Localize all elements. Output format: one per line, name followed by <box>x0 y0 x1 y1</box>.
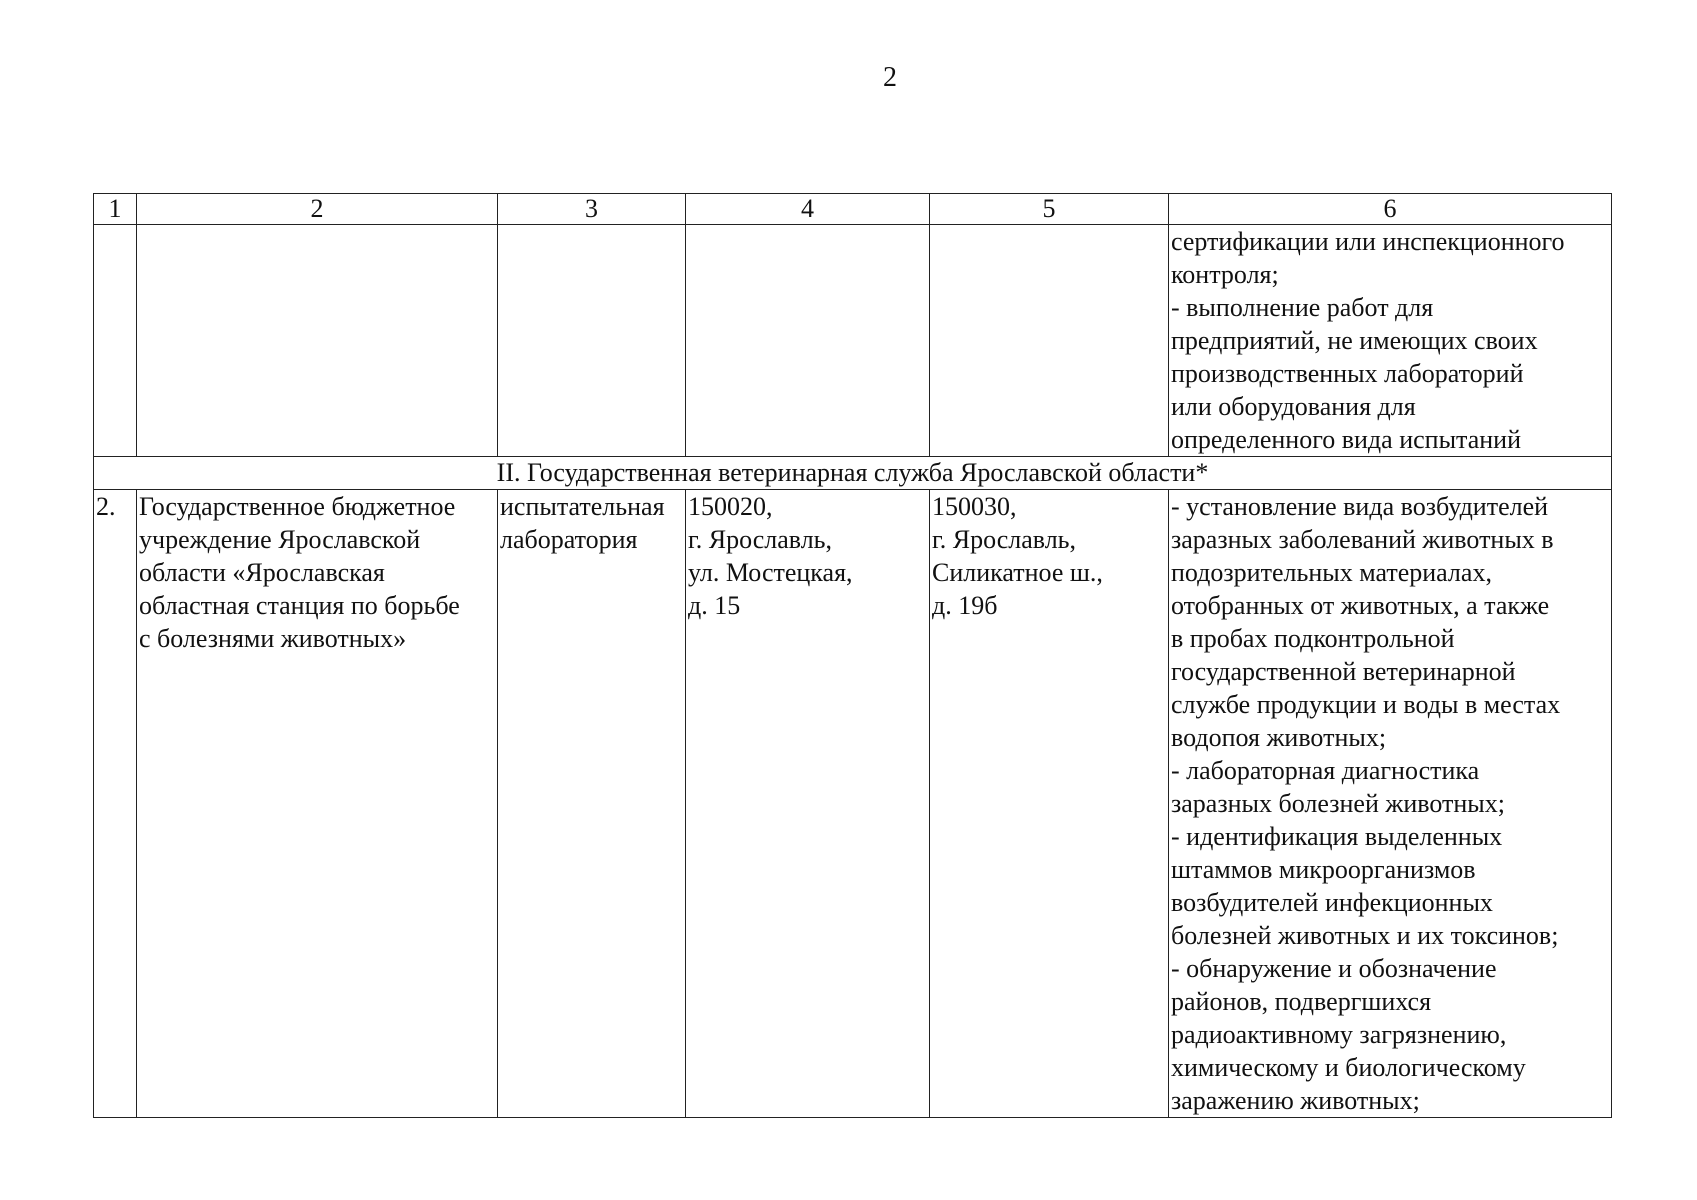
actual-address-cell <box>930 490 1169 1118</box>
column-number-row <box>94 194 1612 225</box>
text-line: сертификации или инспекционного <box>1171 227 1565 256</box>
column-number-2: 2 <box>137 194 498 225</box>
text-line: определенного вида испытаний <box>1171 425 1521 454</box>
text-line: предприятий, не имеющих своих <box>1171 326 1538 355</box>
text-line: водопоя животных; <box>1171 723 1387 752</box>
text-line: испытательная <box>500 492 665 521</box>
text-line: заражению животных; <box>1171 1086 1420 1115</box>
text-line: болезней животных и их токсинов; <box>1171 921 1559 950</box>
text-line: районов, подвергшихся <box>1171 987 1432 1016</box>
text-line: с болезнями животных» <box>139 624 407 653</box>
column-number-3: 3 <box>498 194 686 225</box>
legal-address-cell <box>686 490 930 1118</box>
continuation-row <box>94 225 1612 457</box>
text-line: - идентификация выделенных <box>1171 822 1503 851</box>
entry-number: 2. <box>94 490 137 1118</box>
column-number-5: 5 <box>930 194 1169 225</box>
text-line: радиоактивному загрязнению, <box>1171 1020 1507 1049</box>
text-line: штаммов микроорганизмов <box>1171 855 1476 884</box>
empty-cell <box>930 225 1169 457</box>
text-line: учреждение Ярославской <box>139 525 421 554</box>
text-line: - установление вида возбудителей <box>1171 492 1549 521</box>
text-line: областная станция по борьбе <box>139 591 460 620</box>
text-line: ул. Мостецкая, <box>688 558 853 587</box>
text-line: 150030, <box>932 492 1017 521</box>
text-line: д. 15 <box>688 591 741 620</box>
table-row <box>94 490 1612 1118</box>
text-line: или оборудования для <box>1171 392 1416 421</box>
text-line: - лабораторная диагностика <box>1171 756 1480 785</box>
page-number: 2 <box>883 62 897 93</box>
text-line: химическому и биологическому <box>1171 1053 1526 1082</box>
text-line: заразных заболеваний животных в <box>1171 525 1554 554</box>
text-line: д. 19б <box>932 591 998 620</box>
empty-cell <box>498 225 686 457</box>
text-line: г. Ярославль, <box>932 525 1077 554</box>
organization-name-cell <box>137 490 498 1118</box>
text-line: контроля; <box>1171 260 1279 289</box>
column-number-6: 6 <box>1169 194 1612 225</box>
text-line: г. Ярославль, <box>688 525 833 554</box>
column-number-1: 1 <box>94 194 137 225</box>
empty-cell <box>137 225 498 457</box>
text-line: лаборатория <box>500 525 638 554</box>
text-line: - обнаружение и обозначение <box>1171 954 1497 983</box>
continued-activities-cell <box>1169 225 1612 457</box>
text-line: подозрительных материалах, <box>1171 558 1492 587</box>
text-line: производственных лабораторий <box>1171 359 1524 388</box>
text-line: заразных болезней животных; <box>1171 789 1505 818</box>
activities-cell <box>1169 490 1612 1118</box>
text-line: государственной ветеринарной <box>1171 657 1516 686</box>
empty-cell <box>94 225 137 457</box>
text-line: возбудителей инфекционных <box>1171 888 1493 917</box>
empty-cell <box>686 225 930 457</box>
text-line: отобранных от животных, а также <box>1171 591 1550 620</box>
organization-type-cell <box>498 490 686 1118</box>
text-line: Государственное бюджетное <box>139 492 456 521</box>
section-row <box>94 457 1612 490</box>
registry-table <box>93 193 1612 1118</box>
text-line: области «Ярославская <box>139 558 385 587</box>
text-line: в пробах подконтрольной <box>1171 624 1455 653</box>
text-line: - выполнение работ для <box>1171 293 1434 322</box>
text-line: службе продукции и воды в местах <box>1171 690 1561 719</box>
column-number-4: 4 <box>686 194 930 225</box>
text-line: 150020, <box>688 492 773 521</box>
text-line: Силикатное ш., <box>932 558 1103 587</box>
section-title: II. Государственная ветеринарная служба Ярославской области* <box>94 457 1612 490</box>
